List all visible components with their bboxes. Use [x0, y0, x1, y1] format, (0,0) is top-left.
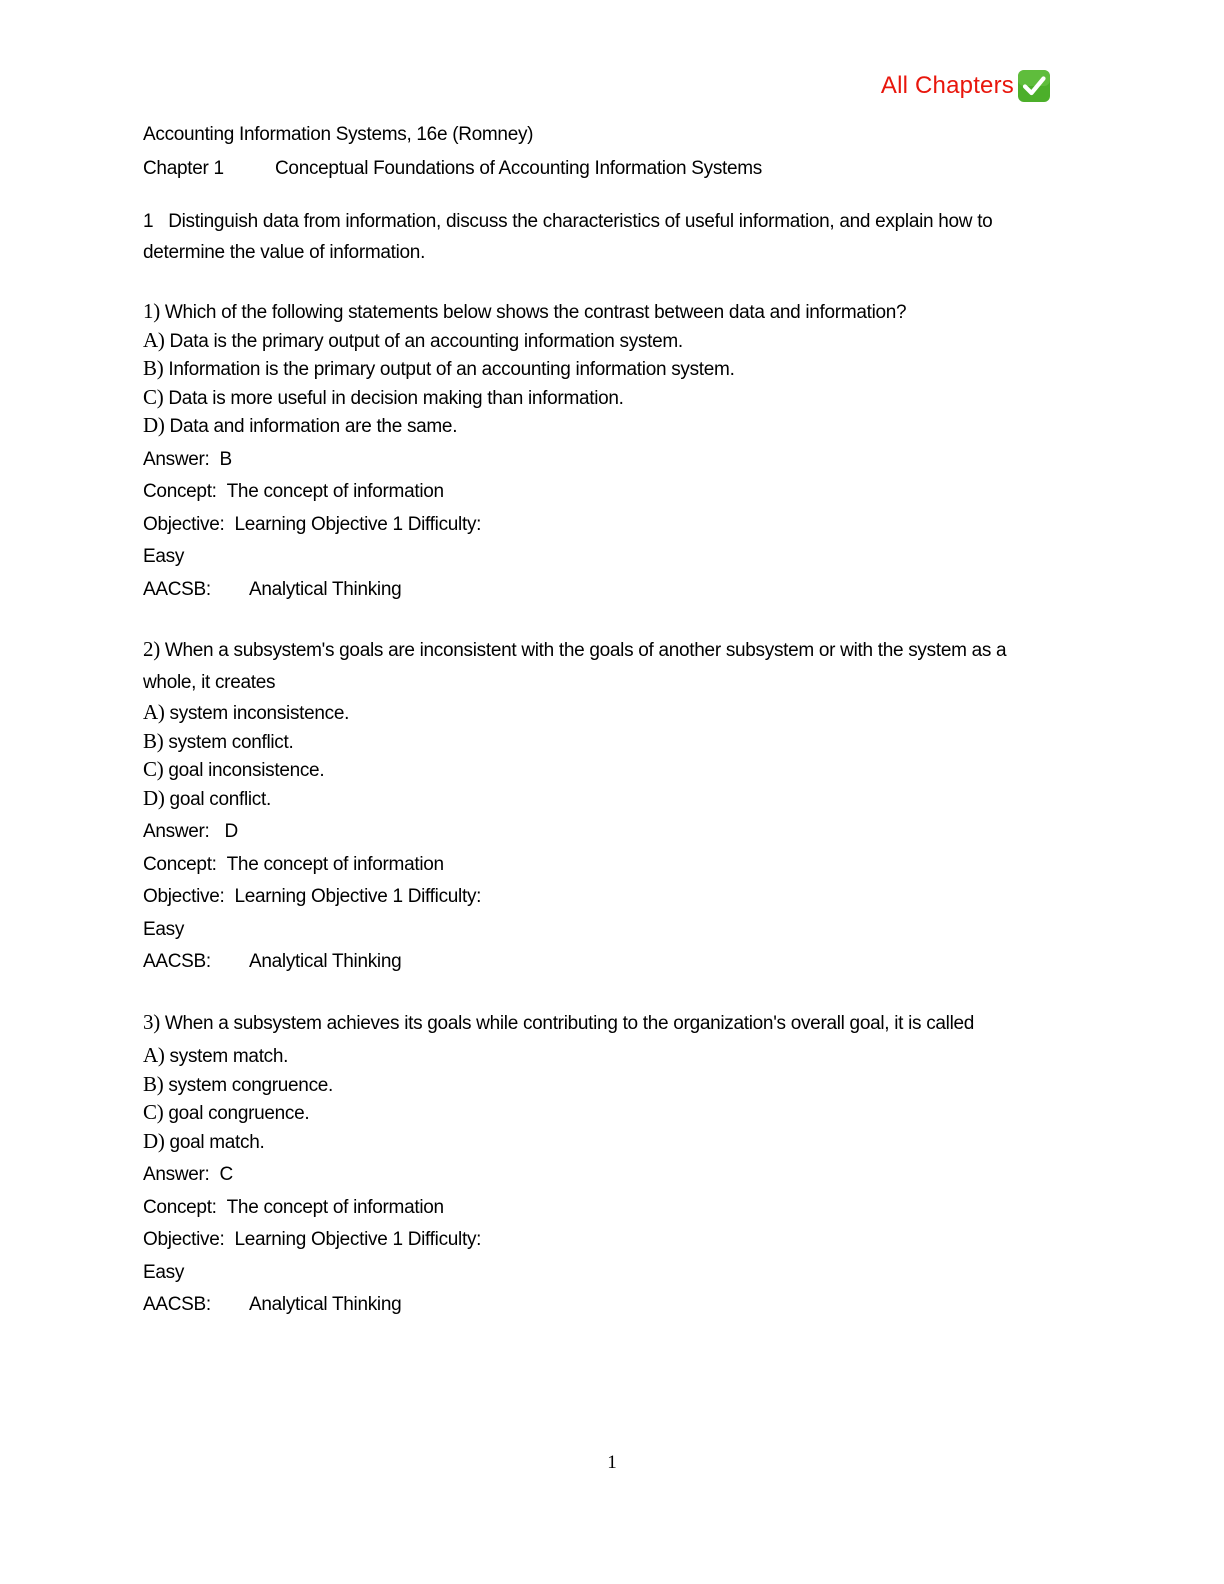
- question-1: [143, 298, 1083, 606]
- concept-line: [143, 849, 1083, 882]
- option-text: Data is more useful in decision making than information.: [168, 387, 624, 409]
- option-text: system inconsistence.: [169, 703, 350, 724]
- aacsb-value: Analytical Thinking: [249, 951, 402, 972]
- objective-text: Distinguish data from information, discuss the characteristics of useful information, and explain how to determine the value of information.: [143, 211, 993, 263]
- option-letter: C): [143, 1100, 164, 1124]
- question-text: [143, 1009, 1073, 1038]
- objective-line: [143, 509, 1083, 542]
- answer-value: B: [219, 448, 232, 470]
- answer-line: [143, 1159, 1083, 1192]
- option-c: [143, 756, 1083, 785]
- difficulty-value: Easy: [143, 918, 185, 940]
- aacsb-value: Analytical Thinking: [249, 578, 402, 600]
- answer-value: D: [224, 821, 238, 842]
- concept-label: Concept:: [143, 1196, 217, 1218]
- question-number: 1): [143, 299, 160, 323]
- aacsb-value: Analytical Thinking: [249, 1294, 402, 1315]
- option-text: goal match.: [169, 1131, 265, 1153]
- question-stem: When a subsystem's goals are inconsistent with the goals of another subsystem or with the system as a whole, it creates: [143, 640, 1007, 693]
- objective-line: [143, 881, 1083, 914]
- option-letter: D): [143, 785, 165, 810]
- objective-number: 1: [143, 211, 154, 232]
- option-text: system congruence.: [168, 1074, 334, 1096]
- aacsb-line: [143, 574, 1083, 607]
- option-letter: A): [143, 700, 165, 724]
- answer-label: Answer:: [143, 1164, 210, 1185]
- question-number: 3): [143, 1009, 160, 1034]
- option-text: goal congruence.: [168, 1103, 310, 1124]
- option-b: [143, 728, 1083, 757]
- option-text: goal conflict.: [169, 788, 271, 810]
- answer-label: Answer:: [143, 448, 210, 470]
- check-mark-button-icon: [1016, 68, 1052, 104]
- objective-label: Objective:: [143, 886, 225, 907]
- answer-label: Answer:: [143, 821, 210, 842]
- answer-value: C: [219, 1164, 233, 1185]
- objective-line: [143, 1224, 1083, 1257]
- concept-value: The concept of information: [226, 853, 444, 875]
- answer-line: [143, 444, 1083, 477]
- option-letter: C): [143, 384, 164, 409]
- option-d: [143, 785, 1083, 814]
- chapter-heading: [143, 152, 1083, 186]
- option-b: [143, 1071, 1083, 1100]
- aacsb-line: [143, 1289, 1083, 1322]
- question-text: [143, 298, 1043, 327]
- option-letter: A): [143, 1043, 165, 1067]
- option-text: Data is the primary output of an accounting information system.: [169, 330, 683, 352]
- question-text: [143, 633, 1043, 699]
- option-text: Data and information are the same.: [169, 416, 458, 437]
- option-text: system conflict.: [168, 731, 294, 753]
- objective-label: Objective:: [143, 1229, 225, 1250]
- option-letter: C): [143, 757, 164, 781]
- chapter-label: Chapter 1: [143, 158, 224, 179]
- concept-label: Concept:: [143, 481, 217, 502]
- concept-value: The concept of information: [226, 481, 444, 502]
- all-chapters-link[interactable]: All Chapters: [880, 72, 1014, 99]
- page-number: 1: [607, 1452, 617, 1473]
- concept-value: The concept of information: [226, 1196, 444, 1218]
- objective-value: Learning Objective 1 Difficulty:: [234, 513, 482, 535]
- option-a: [143, 327, 1083, 356]
- book-title: Accounting Information Systems, 16e (Romney): [143, 124, 534, 145]
- option-letter: B): [143, 356, 164, 380]
- option-d: [143, 412, 1083, 441]
- option-a: [143, 1042, 1083, 1071]
- option-letter: A): [143, 327, 165, 352]
- objective-value: Learning Objective 1 Difficulty:: [234, 1229, 482, 1250]
- option-letter: D): [143, 413, 165, 437]
- question-stem: When a subsystem achieves its goals while contributing to the organization's overall goal, it is called: [164, 1012, 975, 1034]
- option-letter: B): [143, 728, 164, 753]
- option-text: system match.: [169, 1046, 289, 1067]
- concept-label: Concept:: [143, 853, 217, 875]
- option-text: Information is the primary output of an accounting information system.: [168, 359, 735, 380]
- learning-objective: [143, 206, 1073, 268]
- answer-line: [143, 816, 1083, 849]
- option-c: [143, 384, 1083, 413]
- aacsb-label: AACSB:: [143, 951, 211, 972]
- aacsb-label: AACSB:: [143, 578, 211, 600]
- option-letter: B): [143, 1071, 164, 1096]
- objective-label: Objective:: [143, 513, 225, 535]
- objective-value: Learning Objective 1 Difficulty:: [234, 886, 482, 907]
- option-a: [143, 699, 1083, 728]
- concept-line: [143, 1192, 1083, 1225]
- document-body: [143, 118, 1083, 1322]
- question-3: [143, 1009, 1083, 1322]
- all-chapters-badge[interactable]: [881, 68, 1052, 104]
- option-letter: D): [143, 1128, 165, 1153]
- question-number: 2): [143, 637, 160, 661]
- difficulty-value: Easy: [143, 546, 185, 567]
- concept-line: [143, 476, 1083, 509]
- option-c: [143, 1099, 1083, 1128]
- option-text: goal inconsistence.: [168, 760, 325, 781]
- option-b: [143, 355, 1083, 384]
- difficulty-value: Easy: [143, 1261, 185, 1283]
- option-d: [143, 1128, 1083, 1157]
- chapter-title: Conceptual Foundations of Accounting Information Systems: [275, 158, 762, 179]
- aacsb-label: AACSB:: [143, 1294, 211, 1315]
- aacsb-line: [143, 946, 1083, 979]
- question-stem: Which of the following statements below shows the contrast between data and information?: [164, 302, 907, 323]
- question-2: [143, 633, 1083, 979]
